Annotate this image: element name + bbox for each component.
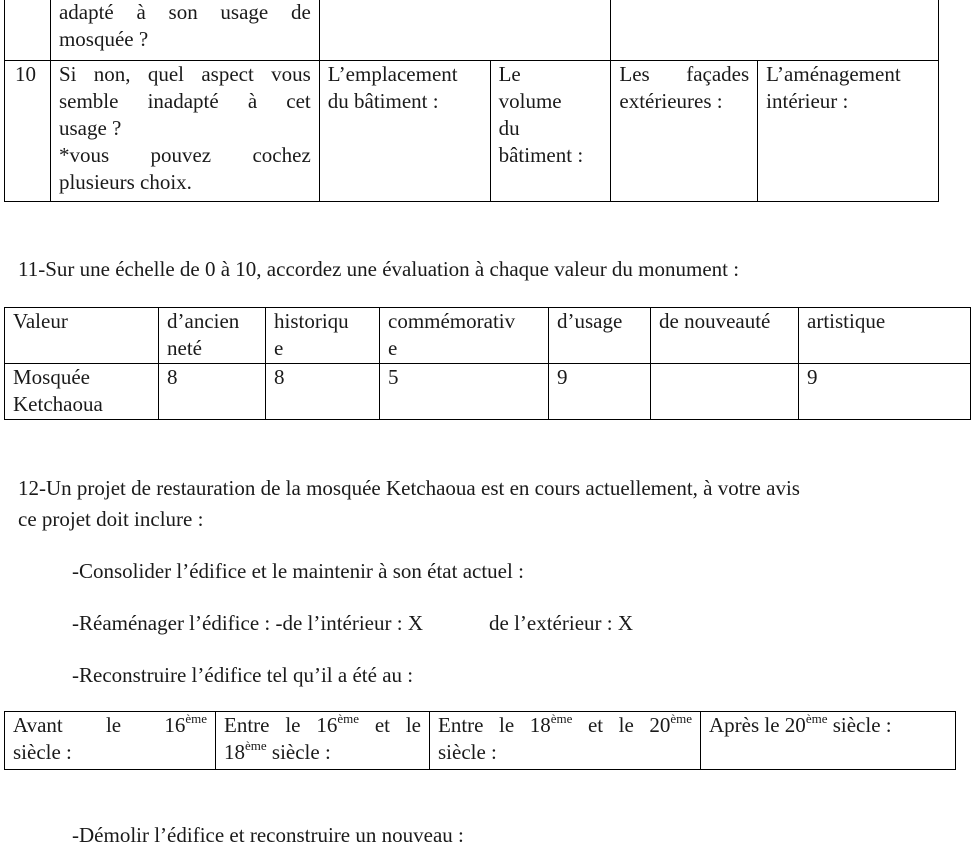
evaluation-table bbox=[4, 307, 971, 420]
option-demolir[interactable]: -Démolir l’édifice et reconstruire un nouveau : bbox=[72, 823, 464, 847]
option-volume[interactable] bbox=[490, 61, 611, 202]
score-anciennete[interactable]: 8 bbox=[159, 364, 266, 420]
question-text: plusieurs choix. bbox=[58, 170, 192, 194]
header-anciennete bbox=[159, 308, 266, 364]
period-text: Avant le 16 bbox=[13, 713, 186, 737]
table-row bbox=[5, 61, 939, 202]
table-row bbox=[5, 308, 971, 364]
question-text: mosquée ? bbox=[58, 27, 149, 51]
option-amenagement[interactable] bbox=[758, 61, 939, 202]
option-label: Les façades bbox=[619, 62, 750, 86]
row-name-text: Ketchaoua bbox=[13, 392, 103, 416]
table-row bbox=[5, 0, 939, 61]
option-reamenager-exterior: de l’extérieur : X bbox=[489, 611, 634, 635]
period-text: Entre le 18 bbox=[438, 713, 551, 737]
score-historique[interactable]: 8 bbox=[266, 364, 380, 420]
table-row bbox=[5, 364, 971, 420]
option-label: L’aménagement bbox=[766, 62, 901, 86]
header-text: e bbox=[388, 336, 398, 360]
question-number: 10 bbox=[5, 61, 51, 202]
period-18-20[interactable] bbox=[430, 712, 701, 770]
period-table bbox=[4, 711, 956, 770]
header-nouveaute: de nouveauté bbox=[651, 308, 799, 364]
period-text: et le bbox=[358, 713, 421, 737]
option-reamenager[interactable] bbox=[72, 610, 633, 637]
period-text: Après le 20 bbox=[709, 713, 806, 737]
superscript: ème bbox=[670, 711, 692, 726]
score-commemorative[interactable]: 5 bbox=[380, 364, 549, 420]
header-text: commémorativ bbox=[388, 309, 516, 333]
superscript: ème bbox=[805, 711, 828, 726]
header-text: e bbox=[274, 336, 284, 360]
superscript: ème bbox=[337, 711, 359, 726]
option-label: intérieur : bbox=[766, 89, 849, 113]
option-label: du bâtiment : bbox=[327, 89, 439, 113]
header-artistique: artistique bbox=[799, 308, 971, 364]
table-cell bbox=[611, 0, 939, 61]
option-label: extérieures : bbox=[619, 89, 723, 113]
table-cell bbox=[50, 0, 319, 61]
header-usage: d’usage bbox=[549, 308, 651, 364]
score-usage[interactable]: 9 bbox=[549, 364, 651, 420]
option-label: Le bbox=[498, 62, 521, 86]
header-historique bbox=[266, 308, 380, 364]
period-before-16[interactable] bbox=[5, 712, 216, 770]
header-text: neté bbox=[167, 336, 202, 360]
question-text: *vous pouvez cochez bbox=[58, 143, 311, 167]
table-cell bbox=[319, 0, 611, 61]
option-reconstruire[interactable]: -Reconstruire l’édifice tel qu’il a été au : bbox=[72, 663, 414, 687]
header-valeur: Valeur bbox=[5, 308, 159, 364]
option-label: du bbox=[498, 116, 520, 140]
period-text: siècle : bbox=[13, 740, 72, 764]
header-text: historiqu bbox=[274, 309, 349, 333]
period-after-20[interactable] bbox=[701, 712, 956, 770]
option-consolider[interactable]: -Consolider l’édifice et le maintenir à son état actuel : bbox=[72, 559, 524, 583]
option-label: bâtiment : bbox=[498, 143, 584, 167]
question-cell bbox=[50, 61, 319, 202]
option-label: L’emplacement bbox=[327, 62, 458, 86]
period-text: 18 bbox=[224, 740, 245, 764]
period-text: siècle : bbox=[827, 713, 892, 737]
superscript: ème bbox=[550, 711, 573, 726]
superscript: ème bbox=[185, 711, 207, 726]
period-text: Entre le 16 bbox=[224, 713, 338, 737]
period-16-18[interactable] bbox=[216, 712, 430, 770]
score-nouveaute[interactable] bbox=[651, 364, 799, 420]
question-12-title-line1: 12-Un projet de restauration de la mosquée Ketchaoua est en cours actuellement, à votre avis bbox=[18, 476, 800, 500]
option-facades[interactable] bbox=[611, 61, 758, 202]
period-text: siècle : bbox=[438, 740, 497, 764]
option-emplacement[interactable] bbox=[319, 61, 490, 202]
score-artistique[interactable]: 9 bbox=[799, 364, 971, 420]
option-label: volume bbox=[498, 89, 562, 113]
table-cell bbox=[5, 0, 51, 61]
question-text: usage ? bbox=[58, 116, 122, 140]
row-name-text: Mosquée bbox=[13, 365, 90, 389]
question-text: semble inadapté à cet bbox=[58, 89, 311, 113]
question-text: adapté à son usage de bbox=[58, 0, 311, 24]
header-commemorative bbox=[380, 308, 549, 364]
question-table-top bbox=[4, 0, 939, 202]
question-12-title-line2: ce projet doit inclure : bbox=[18, 507, 204, 531]
option-reamenager-interior: -Réaménager l’édifice : -de l’intérieur : X bbox=[72, 611, 423, 635]
question-11-title: 11-Sur une échelle de 0 à 10, accordez une évaluation à chaque valeur du monument : bbox=[18, 257, 740, 281]
period-text: siècle : bbox=[266, 740, 331, 764]
table-row bbox=[5, 712, 956, 770]
header-text: d’ancien bbox=[167, 309, 240, 333]
period-text: et le 20 bbox=[572, 713, 671, 737]
row-name bbox=[5, 364, 159, 420]
superscript: ème bbox=[245, 738, 267, 753]
question-text: Si non, quel aspect vous bbox=[58, 62, 311, 86]
